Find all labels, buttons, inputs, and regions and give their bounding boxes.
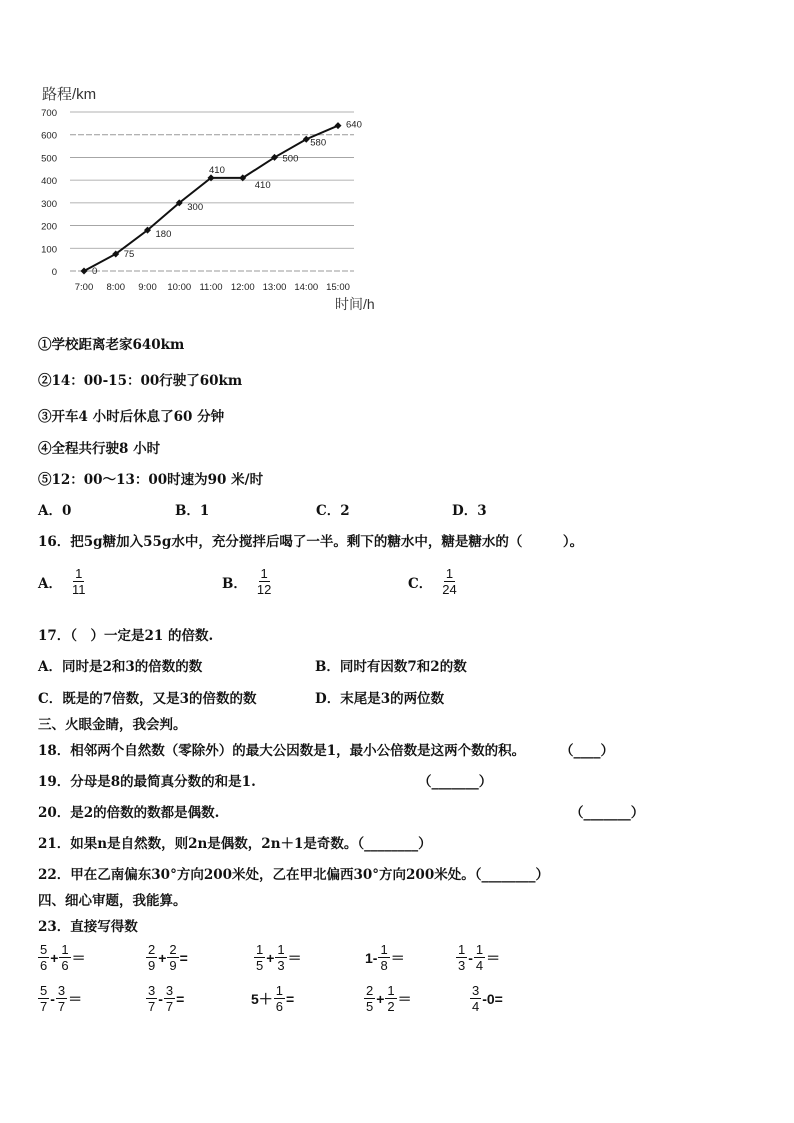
calc-1-1 bbox=[38, 942, 87, 973]
frac-num: 2 bbox=[366, 983, 374, 998]
x-tick-label: 11:00 bbox=[199, 282, 223, 293]
minus-zero-equals: -0= bbox=[482, 990, 503, 1007]
series-line bbox=[84, 126, 338, 271]
frac-den: 5 bbox=[366, 999, 374, 1014]
frac-num: 2 bbox=[148, 942, 156, 957]
q16-b-numerator: 1 bbox=[260, 566, 268, 581]
q16-option-b-label: B． bbox=[222, 575, 247, 592]
frac-den: 4 bbox=[472, 999, 480, 1014]
frac-den: 6 bbox=[40, 958, 48, 973]
x-tick-label: 14:00 bbox=[294, 282, 319, 293]
data-label: 180 bbox=[155, 229, 172, 241]
statement-4: ④全程共行驶8 小时 bbox=[38, 441, 161, 457]
y-tick-label: 600 bbox=[41, 130, 57, 142]
frac-den: 3 bbox=[458, 958, 466, 973]
q16-a-denominator: 11 bbox=[71, 582, 86, 597]
frac-den: 7 bbox=[40, 999, 48, 1014]
operator: + bbox=[158, 949, 167, 966]
q20-text: 20．是2的倍数的数都是偶数. bbox=[38, 805, 220, 821]
data-point bbox=[335, 122, 342, 129]
calc-1-5 bbox=[456, 942, 501, 973]
q15-option-a: A．0 bbox=[38, 503, 72, 519]
x-tick-labels bbox=[75, 282, 350, 293]
frac-den: 6 bbox=[275, 999, 284, 1014]
calc-2-3 bbox=[250, 983, 295, 1014]
q18-text: 18．相邻两个自然数（零除外）的最大公因数是1，最小公倍数是这两个数的积。 bbox=[38, 743, 526, 759]
q19-answer-blank[interactable]: （_______） bbox=[418, 774, 493, 790]
frac-den: 2 bbox=[387, 999, 395, 1014]
data-label: 640 bbox=[346, 119, 362, 131]
frac-den: 4 bbox=[475, 958, 484, 973]
y-tick-label: 300 bbox=[41, 198, 57, 210]
operator: - bbox=[50, 990, 55, 1007]
x-tick-label: 13:00 bbox=[262, 282, 287, 293]
calc-1-3 bbox=[254, 942, 303, 973]
data-label: 580 bbox=[310, 137, 327, 149]
equals: ＝ bbox=[397, 990, 412, 1007]
q15-option-d: D．3 bbox=[452, 503, 487, 519]
operator: + bbox=[50, 949, 59, 966]
statement-2: ②14：00-15：00行驶了60km bbox=[38, 373, 243, 389]
x-tick-label: 7:00 bbox=[74, 282, 94, 293]
data-label: 75 bbox=[123, 248, 135, 260]
calc-2-5 bbox=[470, 983, 504, 1014]
data-label: 0 bbox=[92, 266, 98, 277]
frac-den: 3 bbox=[277, 958, 285, 973]
equals: ＝ bbox=[71, 949, 86, 966]
q17-option-d: D．末尾是3的两位数 bbox=[315, 691, 445, 707]
frac-den: 9 bbox=[148, 958, 156, 973]
equals: = bbox=[176, 990, 185, 1007]
calc-1-4 bbox=[364, 942, 406, 973]
equals: ＝ bbox=[68, 990, 83, 1007]
q16-c-denominator: 24 bbox=[442, 582, 457, 597]
q15-option-b: B．1 bbox=[175, 503, 210, 519]
calc-2-1 bbox=[38, 983, 83, 1014]
x-axis-label: 时间/h bbox=[335, 296, 375, 312]
q16-text: 16．把5g糖加入55g水中，充分搅拌后喝了一半。剩下的糖水中，糖是糖水的（ ）。 bbox=[38, 534, 584, 550]
calc-2-2 bbox=[146, 983, 185, 1014]
data-labels bbox=[92, 120, 362, 277]
equals: = bbox=[179, 949, 188, 966]
q16-b-denominator: 12 bbox=[256, 582, 272, 597]
statement-1: ①学校距离老家640km bbox=[38, 337, 185, 353]
frac-num: 1 bbox=[61, 942, 69, 957]
q17-text: 17．（ ）一定是21 的倍数. bbox=[38, 628, 214, 644]
frac-num: 5 bbox=[40, 942, 48, 957]
y-tick-label: 500 bbox=[41, 153, 57, 165]
whole-number: 5＋ bbox=[251, 990, 273, 1007]
frac-den: 7 bbox=[57, 999, 66, 1014]
frac-num: 2 bbox=[169, 942, 177, 957]
q18-answer-blank[interactable]: （____） bbox=[560, 743, 614, 759]
q16-c-numerator: 1 bbox=[445, 566, 454, 581]
whole-number: 1- bbox=[365, 949, 378, 966]
frac-num: 1 bbox=[277, 942, 285, 957]
y-tick-label: 0 bbox=[51, 267, 57, 278]
x-tick-label: 15:00 bbox=[326, 282, 350, 293]
operator: + bbox=[376, 990, 385, 1007]
q15-option-c: C．2 bbox=[316, 503, 350, 519]
frac-num: 3 bbox=[165, 983, 174, 998]
frac-num: 5 bbox=[40, 983, 48, 998]
calc-2-4 bbox=[364, 983, 413, 1014]
data-label: 300 bbox=[187, 201, 204, 213]
statement-5: ⑤12：00～13：00时速为90 米/时 bbox=[38, 472, 264, 488]
y-tick-label: 400 bbox=[41, 176, 57, 188]
frac-num: 3 bbox=[57, 983, 66, 998]
q16-option-b bbox=[222, 566, 273, 597]
q22-text: 22．甲在乙南偏东30°方向200米处，乙在甲北偏西30°方向200米处。（________） bbox=[38, 867, 549, 883]
equals: ＝ bbox=[390, 949, 405, 966]
x-tick-label: 9:00 bbox=[138, 282, 157, 293]
distance-time-chart bbox=[30, 78, 400, 318]
y-tick-label: 100 bbox=[41, 244, 57, 256]
frac-den: 9 bbox=[169, 958, 177, 973]
frac-num: 1 bbox=[475, 942, 484, 957]
q17-option-b: B．同时有因数7和2的数 bbox=[315, 659, 467, 675]
operator: - bbox=[468, 949, 473, 966]
equals: ＝ bbox=[287, 949, 302, 966]
y-tick-label: 200 bbox=[41, 221, 57, 233]
y-tick-label: 700 bbox=[41, 108, 57, 119]
data-label: 500 bbox=[282, 153, 299, 165]
x-tick-label: 12:00 bbox=[230, 282, 255, 293]
equals: ＝ bbox=[486, 949, 501, 966]
frac-num: 1 bbox=[458, 942, 466, 957]
q16-option-c bbox=[408, 566, 459, 597]
chart-grid bbox=[70, 112, 354, 271]
calc-1-2 bbox=[146, 942, 189, 973]
operator: - bbox=[158, 990, 163, 1007]
q21-text: 21．如果n是自然数，则2n是偶数，2n＋1是奇数。（________） bbox=[38, 836, 432, 852]
frac-den: 5 bbox=[256, 958, 264, 973]
frac-den: 8 bbox=[380, 958, 388, 973]
section-3-heading: 三、火眼金睛，我会判。 bbox=[38, 717, 187, 733]
q16-a-numerator: 1 bbox=[75, 566, 83, 581]
x-tick-label: 10:00 bbox=[167, 282, 192, 293]
q17-option-a: A．同时是2和3的倍数的数 bbox=[38, 659, 203, 675]
frac-num: 1 bbox=[380, 942, 388, 957]
frac-num: 1 bbox=[387, 983, 395, 998]
data-point bbox=[81, 268, 88, 275]
q17-option-c: C．既是的7倍数，又是3的倍数的数 bbox=[38, 691, 257, 707]
frac-num: 3 bbox=[148, 983, 156, 998]
equals: = bbox=[286, 990, 295, 1007]
frac-den: 7 bbox=[165, 999, 174, 1014]
q16-option-c-label: C． bbox=[408, 575, 433, 592]
statement-3: ③开车4 小时后休息了60 分钟 bbox=[38, 409, 225, 425]
x-tick-label: 8:00 bbox=[106, 282, 125, 293]
frac-num: 1 bbox=[275, 983, 284, 998]
data-label: 410 bbox=[254, 179, 271, 191]
y-tick-labels bbox=[41, 108, 57, 278]
q23-text: 23．直接写得数 bbox=[38, 919, 138, 935]
data-label: 410 bbox=[209, 164, 225, 176]
q20-answer-blank[interactable]: （_______） bbox=[570, 805, 645, 821]
q19-text: 19．分母是8的最简真分数的和是1. bbox=[38, 774, 256, 790]
frac-den: 7 bbox=[148, 999, 156, 1014]
frac-den: 6 bbox=[61, 958, 69, 973]
y-axis-label: 路程/km bbox=[42, 86, 97, 103]
section-4-heading: 四、细心审题，我能算。 bbox=[38, 893, 187, 909]
q16-option-a-label: A． bbox=[38, 575, 62, 592]
q16-option-a bbox=[38, 566, 87, 597]
operator: + bbox=[266, 949, 275, 966]
frac-num: 1 bbox=[256, 942, 264, 957]
frac-num: 3 bbox=[472, 983, 480, 998]
